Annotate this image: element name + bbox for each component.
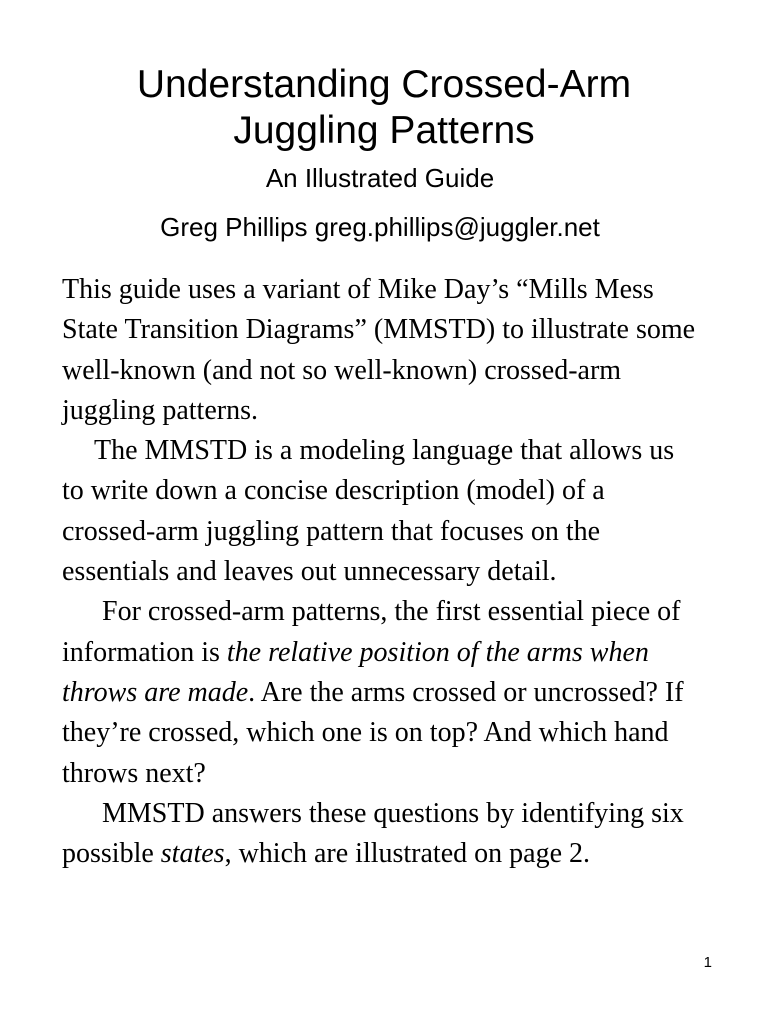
author-line: Greg Phillips greg.phillips@juggler.net: [160, 212, 600, 242]
title-line-1: Understanding Crossed-Arm: [136, 63, 632, 106]
paragraph-3-text-end: . Are the arms crossed or uncrossed? If they’re crossed, which one is on top? And which hand throws next?: [62, 676, 684, 789]
paragraph-4-text-start: MMSTD answers these questions by identifying six possible: [62, 797, 684, 870]
paragraph-3-emphasis: the relative position of the arms when throws are made: [62, 636, 649, 708]
paragraph-3: [62, 592, 702, 793]
document-subtitle: An Illustrated Guide: [265, 163, 495, 193]
body-text: [62, 270, 702, 874]
paragraph-4-emphasis: states: [160, 838, 225, 870]
document-title: [0, 62, 768, 154]
paragraph-4-text-end: , which are illustrated on page 2.: [224, 838, 590, 870]
paragraph-2: The MMSTD is a modeling language that allows us to write down a concise description (model) of a crossed-arm juggling pattern that focuses on the essentials and leaves out unnecessary detail.: [62, 435, 675, 588]
paragraph-4: [62, 794, 702, 875]
title-line-2: Juggling Patterns: [233, 109, 535, 152]
page-number: 1: [703, 954, 712, 971]
paragraph-3-text-start: For crossed-arm patterns, the first essential piece of information is: [62, 596, 681, 668]
paragraph-1: This guide uses a variant of Mike Day’s “Mills Mess State Transition Diagrams” (MMSTD) to illustrate some well-known (and not so well-known) crossed-arm juggling patterns.: [62, 274, 696, 426]
